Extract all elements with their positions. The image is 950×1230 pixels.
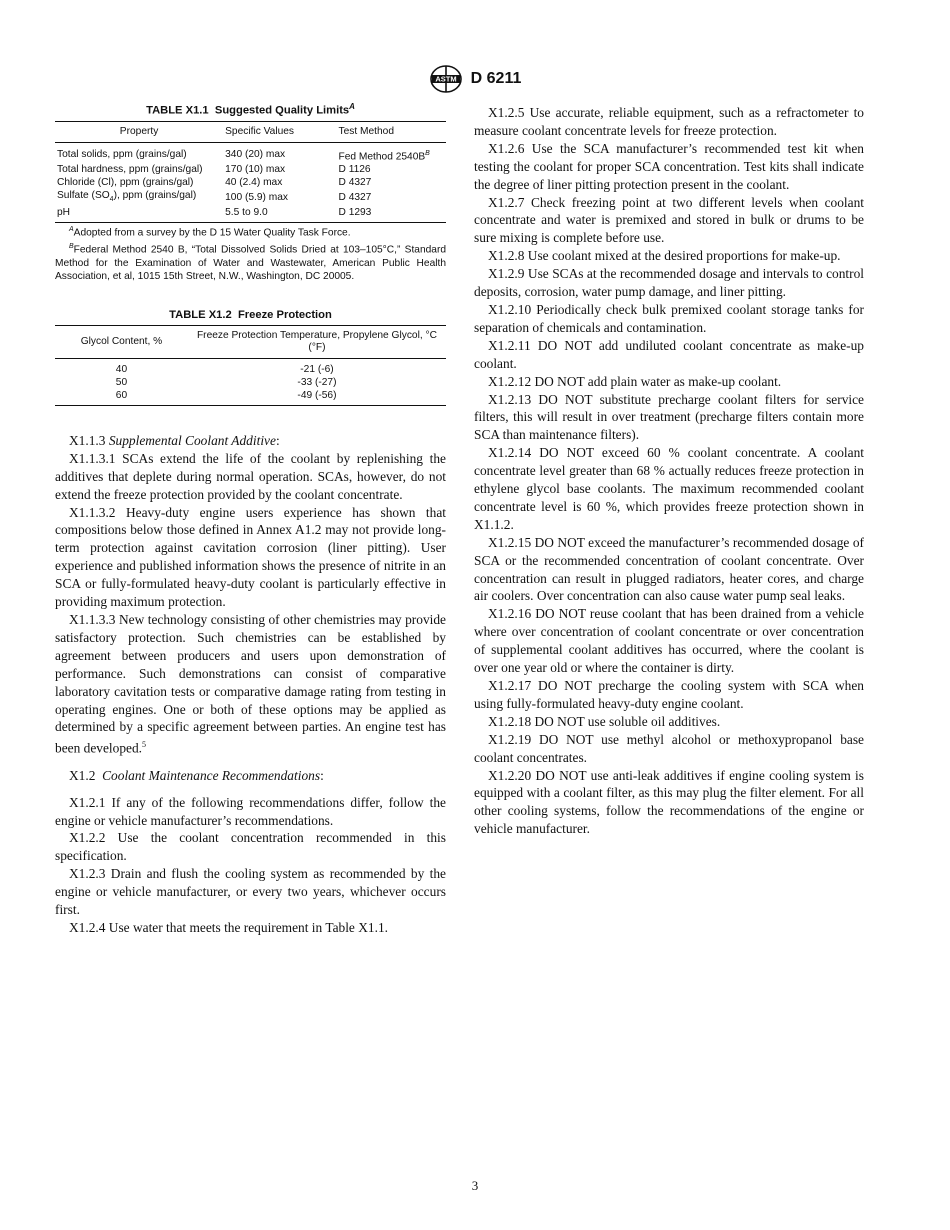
paragraph: X1.2.18 DO NOT use soluble oil additives. <box>488 713 721 729</box>
table-x1-2 <box>55 325 446 406</box>
paragraph: X1.1.3.2 Heavy-duty engine users experience has shown that compositions below those defined in Annex A1.2 may not provide long-term protection against cavitation corrosion (liner pitting). User experience and published information shows the presence of nitrite in an SCA or fully-formulated heavy-duty coolant is particularly effective in providing maximum protection. <box>55 504 446 610</box>
column-header: Freeze Protection Temperature, Propylene Glycol, °C (°F) <box>188 325 446 358</box>
paragraph: X1.2.6 Use the SCA manufacturer’s recommended test kit when testing the coolant for proper SCA concentration. Test kits shall indicate the degree of liner pitting protection present in the coolant. <box>474 140 864 192</box>
paragraph: X1.2.16 DO NOT reuse coolant that has been drained from a vehicle where over concentration of coolant concentrate or over concentration of supplemental coolant additives has occurred, where the coolant is over one year old or where the container is dirty. <box>474 606 864 676</box>
table-x1-1-title: TABLE X1.1 Suggested Quality Limits$^A$ <box>146 102 355 117</box>
table-header-row <box>55 121 446 142</box>
page-header <box>0 64 950 94</box>
paragraph: X1.2.8 Use coolant mixed at the desired proportions for make-up. <box>488 248 841 264</box>
paragraph: X1.2.13 DO NOT substitute precharge coolant filters for service filters, this will result in over treatment (precharge filters contain more SCA than maintenance filters). <box>474 391 864 443</box>
paragraph: X1.2.12 DO NOT add plain water as make-up coolant. <box>488 373 782 389</box>
table-row: Total solids, ppm (grains/gal) 340 (20) max Fed Method $2540B^B$ <box>57 149 430 163</box>
paragraph: X1.2.14 DO NOT exceed 60 % coolant concentrate. A coolant concentrate level greater than 68 % actually reduces freeze protection in ethylene glycol base coolants. The maximum recommended coolant concentrate level is 60 %, which provides freeze protection shown in X1.1.2. <box>474 445 864 532</box>
table-row: pH 5.5 to 9.0 D 1293 <box>55 206 446 223</box>
paragraph: X1.2.17 DO NOT precharge the cooling system with SCA when using fully-formulated heavy-duty engine coolant. <box>474 678 864 711</box>
paragraph: X1.2.15 DO NOT exceed the manufacturer’s recommended dosage of SCA or the recommended concentration of coolant concentrate. Over concentration can result in plugged radiators, heater cores, and charge air coolers. Over concentration can also cause water pump seal leaks. <box>474 534 864 604</box>
paragraph: X1.2.20 DO NOT use anti-leak additives if engine cooling system is equipped with a coolant filter, as this may plug the filter element. For all other cooling systems, follow the recommendations of the engine or vehicle manufacturer. <box>474 767 864 837</box>
table-row: 60 -49 (-56) <box>55 389 446 406</box>
table-row: Chloride (Cl), ppm (grains/gal) 40 (2.4) max D 4327 <box>57 177 372 189</box>
paragraph: X1.2.3 Drain and flush the cooling system as recommended by the engine or vehicle manufacturer, or every two years, whichever occurs first. <box>55 866 446 918</box>
paragraph: X1.2.5 Use accurate, reliable equipment, such as a refractometer to measure coolant concentrate levels for freeze protection. <box>474 105 864 138</box>
left-column <box>55 100 446 937</box>
table-row: 40 -21 (-6) <box>115 363 334 375</box>
table-row: Total hardness, ppm (grains/gal) 170 (10) max D 1126 <box>57 164 371 176</box>
column-header: Glycol Content, % <box>55 325 188 358</box>
table-x1-2-title: TABLE X1.2 Freeze Protection <box>169 308 332 321</box>
paragraph: X1.2.9 Use SCAs at the recommended dosage and intervals to control deposits, corrosion, water pump damage, and liner pitting. <box>474 266 864 300</box>
svg-text:ASTM: ASTM <box>435 74 457 84</box>
standard-designation: D 6211 <box>470 70 522 87</box>
table-row: 50 -33 (-27) <box>115 376 337 388</box>
table-row: Sulfate $(SO_4)$, ppm (grains/gal) 100 (5.9) max D 4327 <box>57 190 372 204</box>
paragraph: X1.1.3.1 SCAs extend the life of the coolant by replenishing the additives that deplete during normal operation. SCAs, however, do not extend the freeze protection provided by the coolant concentrate. <box>55 450 446 502</box>
column-header: Property <box>55 121 223 142</box>
column-header: Specific Values <box>223 121 336 142</box>
table-footnote-a: $^A$Adopted from a survey by the D 15 Water Quality Task Force. <box>69 226 351 239</box>
paragraph: X1.2.10 Periodically check bulk premixed coolant storage tanks for separation of chemicals and contamination. <box>474 301 864 335</box>
paragraph: X1.2.1 If any of the following recommendations differ, follow the engine or vehicle manufacturer’s recommendations. <box>55 794 446 828</box>
paragraph: X1.2.2 Use the coolant concentration recommended in this specification. <box>55 830 446 864</box>
paragraph: X1.2.7 Check freezing point at two different levels when coolant concentrate and water is premixed and stored in bulk or drums to be sure mixing is complete before use. <box>474 194 864 246</box>
table-x1-1 <box>55 121 446 223</box>
astm-logo-icon <box>429 64 463 94</box>
paragraph: X1.1.3.3 New technology consisting of other chemistries may provide satisfactory protection. Such chemistries can be established by agreement between producers and users upon demonstration of performance. Such demonstrations can consist of comparative laboratory cavitation tests or comparative damage rating from testing in operating engines. One or both of these options may be applied as determined by a specific agreement between parties. An engine test has been developed.$^5$ <box>55 612 446 756</box>
page-number: 3 <box>471 1178 479 1193</box>
section-x1-1-3: X1.1.3 Supplemental Coolant Additive: <box>69 432 280 448</box>
right-column <box>474 104 864 838</box>
section-x1-2: X1.2 Coolant Maintenance Recommendations: <box>69 767 324 783</box>
table-footnote-b: $^B$Federal Method 2540 B, “Total Dissolved Solids Dried at 103–105°C,” Standard Method for the Examination of Water and Wastewater, American Public Health Association, et al, 1015 15th Street, N.W., Washington, DC 20005. <box>55 243 446 283</box>
paragraph: X1.2.4 Use water that meets the requirement in Table X1.1. <box>69 919 388 935</box>
table-header-row <box>55 325 446 358</box>
paragraph: X1.2.19 DO NOT use methyl alcohol or methoxypropanol base coolant concentrates. <box>474 731 864 765</box>
column-header: Test Method <box>337 121 447 142</box>
paragraph: X1.2.11 DO NOT add undiluted coolant concentrate as make-up coolant. <box>474 337 864 371</box>
